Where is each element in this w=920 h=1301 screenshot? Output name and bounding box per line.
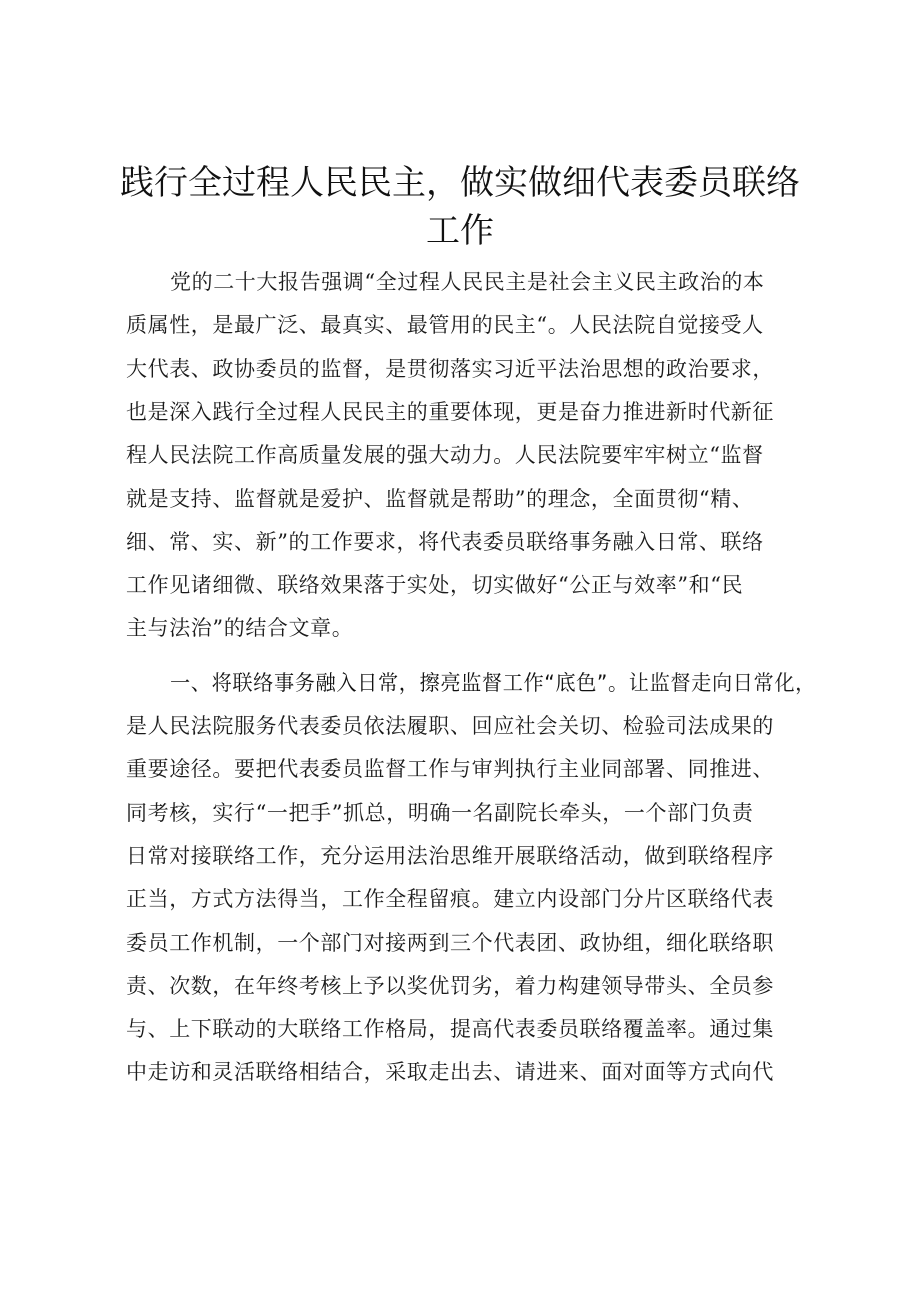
paragraph-1-line: 党的二十大报告强调“全过程人民民主是社会主义民主政治的本 [170,270,765,294]
section-1-line: 与、上下联动的大联络工作格局，提高代表委员联络覆盖率。通过集 [126,1017,774,1042]
paragraph-1-line: 工作见诸细微、联络效果落于实处，切实做好“公正与效率”和“民 [126,573,744,598]
paragraph-1-line: 就是支持、监督就是爱护、监督就是帮助”的理念，全面贯彻“精、 [126,486,754,511]
section-1-line: 是人民法院服务代表委员依法履职、回应社会关切、检验司法成果的 [126,714,774,738]
paragraph-1-line: 质属性，是最广泛、最真实、最管用的民主“。人民法院自觉接受人 [126,313,764,338]
paragraph-1-line: 主与法治”的结合文章。 [126,616,354,641]
paragraph-1-line: 也是深入践行全过程人民民主的重要体现，更是奋力推进新时代新征 [126,399,774,424]
section-1-heading-tail: 。让监督走向日常化， [607,670,816,695]
section-1-line: 责、次数，在年终考核上予以奖优罚劣，着力构建领导带头、全员参 [126,973,774,998]
document-title-line-2: 工作 [426,211,494,251]
section-1-heading: 一、将联络事务融入日常，擦亮监督工作“底色” [170,670,608,695]
section-1-line: 同考核，实行“一把手”抓总，明确一名副院长牵头，一个部门负责 [126,800,754,825]
section-1-line: 日常对接联络工作，充分运用法治思维开展联络活动，做到联络程序 [126,843,774,868]
paragraph-1-line: 程人民法院工作高质量发展的强大动力。人民法院要牢牢树立“监督 [126,443,764,468]
section-1-heading-line [170,669,816,697]
document-title-line-1: 践行全过程人民民主，做实做细代表委员联络 [120,163,800,203]
section-1-line: 重要途径。要把代表委员监督工作与审判执行主业同部署、同推进、 [126,757,774,782]
paragraph-1-line: 大代表、政协委员的监督，是贯彻落实习近平法治思想的政治要求， [126,356,774,381]
section-1-line: 中走访和灵活联络相结合，采取走出去、请进来、面对面等方式向代 [126,1060,774,1085]
paragraph-1-line: 细、常、实、新”的工作要求，将代表委员联络事务融入日常、联络 [126,529,764,554]
section-1-line: 正当，方式方法得当，工作全程留痕。建立内设部门分片区联络代表 [126,887,774,912]
section-1-line: 委员工作机制，一个部门对接两到三个代表团、政协组，细化联络职 [126,930,774,955]
